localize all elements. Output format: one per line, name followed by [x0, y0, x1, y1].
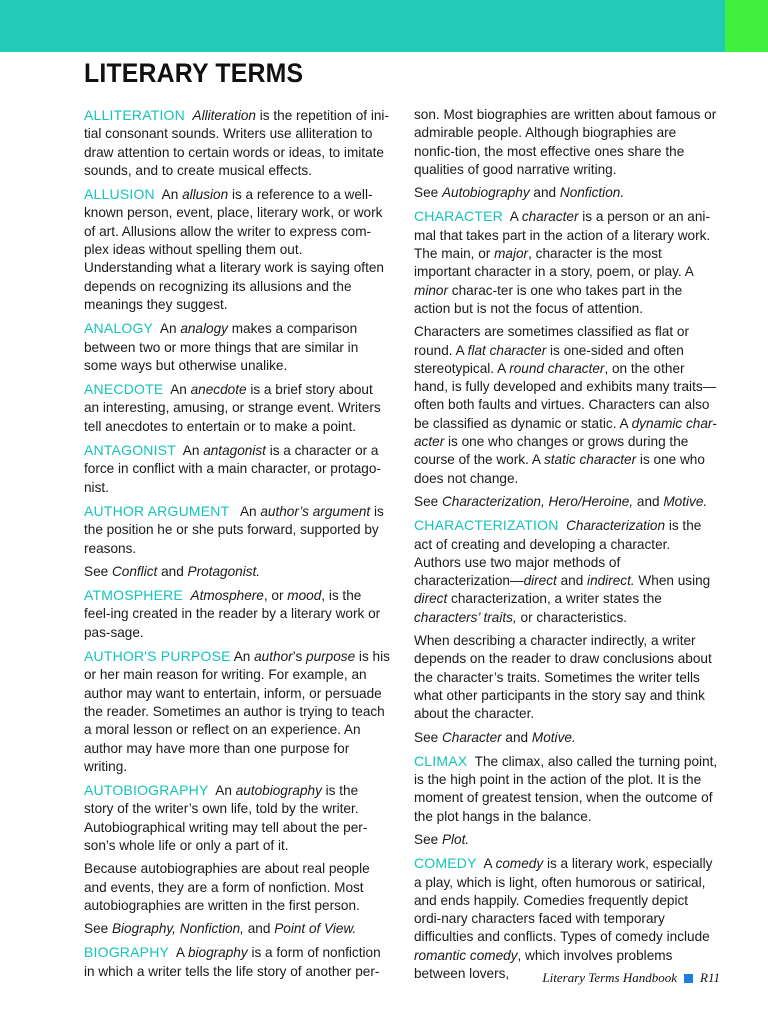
body-text: See — [414, 729, 442, 745]
term-heading: COMEDY — [414, 855, 477, 872]
body-text: , which involves problems between lovers, — [414, 947, 673, 982]
glossary-entry — [84, 319, 390, 375]
body-text: An — [161, 187, 183, 203]
italic-text: Motive. — [531, 729, 576, 745]
glossary-entry — [84, 441, 390, 497]
italic-text: Conflict — [111, 563, 158, 579]
glossary-entry — [414, 831, 719, 849]
spacer-text — [153, 321, 160, 336]
body-text: An — [182, 443, 204, 459]
body-text: is a reference to a well-known person, event, place, literary work, or work of art. Allusions allow the writer to express com-plex ideas without spelling them out. Understanding what a literary work is saying often depends on recognizing its allusions and the meanings they suggest. — [84, 187, 384, 312]
body-text: A — [509, 209, 522, 225]
term-heading: AUTHOR'S PURPOSE — [84, 648, 231, 665]
term-heading: ANALOGY — [84, 320, 154, 337]
term-heading: CLIMAX — [414, 752, 468, 769]
italic-text: static character — [543, 452, 637, 468]
italic-text: Plot. — [441, 831, 470, 847]
body-text: See — [414, 185, 442, 201]
body-text: is a form of nonfiction in which a writer tells the life story of another per- — [84, 945, 381, 979]
italic-text: romantic comedy — [414, 947, 518, 963]
italic-text: purpose — [306, 649, 356, 665]
glossary-entry — [414, 854, 719, 983]
spacer-text — [559, 518, 567, 533]
body-text: is his or her main reason for writing. For example, an author may want to entertain, inform, or persuade the reader. Sometimes an author is trying to teach a moral lesson or reflect on an experience. An author may have more than one purpose for writing. — [84, 649, 390, 774]
body-text: or characteristics. — [516, 609, 628, 625]
italic-text: Biography, Nonfiction, — [111, 921, 244, 937]
body-text: and — [243, 921, 275, 937]
italic-text: direct — [414, 591, 448, 607]
italic-text: Point of View. — [274, 921, 357, 937]
italic-text: antagonist — [203, 443, 266, 459]
body-text: is a literary work, especially a play, which is light, often humorous or satirical, and ends happily. Comedies frequently depict ordi-nary characters faced with temporary difficulties and conflicts. Types of comedy include — [414, 856, 713, 945]
italic-text: Characterization — [566, 518, 666, 534]
italic-text: author’s argument — [260, 503, 371, 519]
body-text: is a person or an ani-mal that takes part in the action of a literary work. The main, or — [414, 209, 711, 262]
glossary-entry — [414, 184, 719, 202]
italic-text: anecdote — [190, 382, 247, 398]
glossary-entry — [414, 516, 719, 627]
body-text: is one-sided and often stereotypical. A — [414, 342, 684, 376]
footer-book-title: Literary Terms Handbook — [542, 970, 678, 985]
body-text: is the repetition of ini-tial consonant sounds. Writers use alliteration to draw attention to certain words or ideas, to imitate sounds, and to create musical effects. — [84, 108, 389, 178]
body-text: An — [170, 382, 191, 398]
body-text: Because autobiographies are about real people and events, they are a form of nonfiction. Most autobiographies are written in the first person. — [84, 861, 370, 913]
italic-text: characters’ traits, — [414, 609, 517, 625]
term-heading: BIOGRAPHY — [84, 944, 170, 961]
body-text: is the position he or she puts forward, supported by reasons. — [84, 503, 384, 556]
glossary-entry — [414, 752, 719, 826]
italic-text: Nonfiction. — [559, 185, 625, 201]
body-text: See — [84, 563, 112, 579]
italic-text: Characterization, Hero/Heroine, — [441, 493, 634, 509]
term-heading: ATMOSPHERE — [84, 587, 183, 604]
body-text: characterization, a writer states the — [447, 591, 662, 607]
body-text: The climax, also called the turning point, is the high point in the action of the plot. It is the moment of greatest tension, when the outcome of the plot hangs in the balance. — [414, 753, 718, 824]
glossary-entry — [84, 647, 390, 776]
footer-page-number: R11 — [700, 970, 720, 985]
italic-text: major — [494, 246, 529, 262]
body-text: and — [633, 493, 664, 509]
glossary-entry — [84, 380, 390, 436]
italic-text: mood — [287, 588, 322, 604]
body-text: is the story of the writer’s own life, told by the writer. Autobiographical writing may tell about the per-son’s whole life or only a part of it. — [84, 783, 368, 853]
body-text: is a character or a force in conflict with a main character, or protago-nist. — [84, 443, 381, 495]
body-text: , character is the most important character in a story, poem, or play. A — [414, 246, 694, 280]
italic-text: autobiography — [235, 783, 322, 799]
glossary-entry — [414, 493, 719, 511]
body-text: A — [175, 945, 188, 961]
glossary-entry — [84, 943, 390, 981]
glossary-entry — [84, 860, 390, 915]
term-heading: CHARACTERIZATION — [414, 517, 559, 534]
glossary-entry — [84, 185, 390, 314]
body-text: is a brief story about an interesting, amusing, or strange event. Writers tell anecdotes to entertain or to make a point. — [84, 382, 381, 434]
glossary-entry — [84, 586, 390, 642]
spacer-text — [503, 209, 510, 224]
italic-text: Alliteration — [192, 108, 256, 123]
body-text: , is the feel-ing created in the reader by a literary work or pas-sage. — [84, 588, 381, 640]
italic-text: Character — [441, 729, 502, 745]
glossary-entry — [414, 323, 719, 488]
term-heading: ANTAGONIST — [84, 442, 176, 459]
term-heading: AUTHOR ARGUMENT — [84, 502, 230, 519]
italic-text: comedy — [495, 856, 544, 872]
italic-text: direct — [523, 573, 557, 589]
spacer-text — [185, 108, 193, 123]
spacer-text — [176, 443, 183, 458]
spacer-text — [155, 187, 162, 202]
glossary-entry — [84, 781, 390, 855]
glossary-entry — [414, 106, 719, 179]
body-text: , or — [263, 588, 288, 604]
term-heading: CHARACTER — [414, 208, 503, 225]
italic-text: indirect. — [587, 573, 635, 589]
body-text: is one who changes or grows during the course of the work. A — [414, 434, 689, 468]
italic-text: author — [254, 649, 293, 665]
body-text: and — [157, 563, 188, 579]
body-text: When using — [634, 573, 711, 589]
header-band — [0, 0, 725, 52]
glossary-entry — [84, 106, 390, 180]
body-text: makes a comparison between two or more things that are similar in some ways but otherwise unalike. — [84, 321, 359, 373]
body-text: , on the other hand, is fully developed and exhibits many traits—often both faults and virtues. Characters can also be classified as dynamic or static. A — [414, 360, 717, 431]
body-text: and — [501, 729, 532, 745]
left-column — [84, 106, 390, 986]
glossary-entry — [84, 920, 390, 938]
body-text: charac-ter is one who takes part in the action but is not the focus of attention. — [414, 282, 683, 316]
italic-text: allusion — [182, 187, 229, 203]
right-column — [414, 106, 719, 988]
spacer-text — [169, 945, 176, 960]
body-text: See — [414, 831, 442, 847]
body-text: See — [414, 493, 442, 509]
body-text: An — [239, 503, 261, 519]
italic-text: Protagonist. — [187, 563, 261, 579]
spacer-text — [229, 504, 240, 519]
page-title: LITERARY TERMS — [84, 58, 304, 88]
body-text: and — [529, 185, 560, 201]
italic-text: Motive. — [663, 493, 708, 509]
italic-text: analogy — [180, 321, 228, 337]
glossary-entry — [414, 632, 719, 723]
page-footer — [542, 970, 720, 986]
italic-text: character — [521, 209, 579, 225]
body-text: See — [84, 921, 112, 937]
term-heading: ALLITERATION — [84, 107, 185, 123]
italic-text: minor — [414, 282, 448, 298]
body-text: A — [483, 856, 496, 872]
italic-text: Autobiography — [441, 185, 530, 201]
header-corner-tab — [725, 0, 768, 52]
body-text: ’s — [292, 649, 307, 665]
spacer-text — [183, 588, 191, 603]
footer-square-icon — [684, 974, 693, 983]
body-text: An — [233, 649, 255, 665]
body-text: When describing a character indirectly, a writer depends on the reader to draw conclusions about the character’s traits. Sometimes the writer tells what other participants in the story say and think about the character. — [414, 633, 712, 722]
term-heading: AUTOBIOGRAPHY — [84, 782, 209, 799]
glossary-entry — [414, 207, 719, 318]
spacer-text — [467, 754, 474, 769]
body-text: Characters are sometimes classified as flat or round. A — [414, 324, 689, 358]
body-text: An — [215, 783, 236, 799]
italic-text: biography — [187, 945, 248, 961]
italic-text: Atmosphere — [190, 588, 264, 604]
term-heading: ANECDOTE — [84, 381, 164, 398]
italic-text: flat character — [467, 342, 547, 358]
body-text: is one who does not change. — [414, 452, 705, 486]
body-text: and — [556, 573, 588, 589]
glossary-entry — [414, 729, 719, 747]
body-text: son. Most biographies are written about famous or admirable people. Although biographies are nonfic-tion, the most effective ones share the qualities of good narrative writing. — [414, 107, 717, 177]
term-heading: ALLUSION — [84, 186, 155, 203]
italic-text: dynamic char-acter — [414, 415, 717, 450]
body-text: An — [159, 321, 181, 337]
glossary-entry — [84, 563, 390, 581]
body-text: is the act of creating and developing a character. Authors use two major methods of characterization— — [414, 518, 702, 589]
italic-text: round character — [509, 360, 605, 376]
glossary-entry — [84, 502, 390, 558]
